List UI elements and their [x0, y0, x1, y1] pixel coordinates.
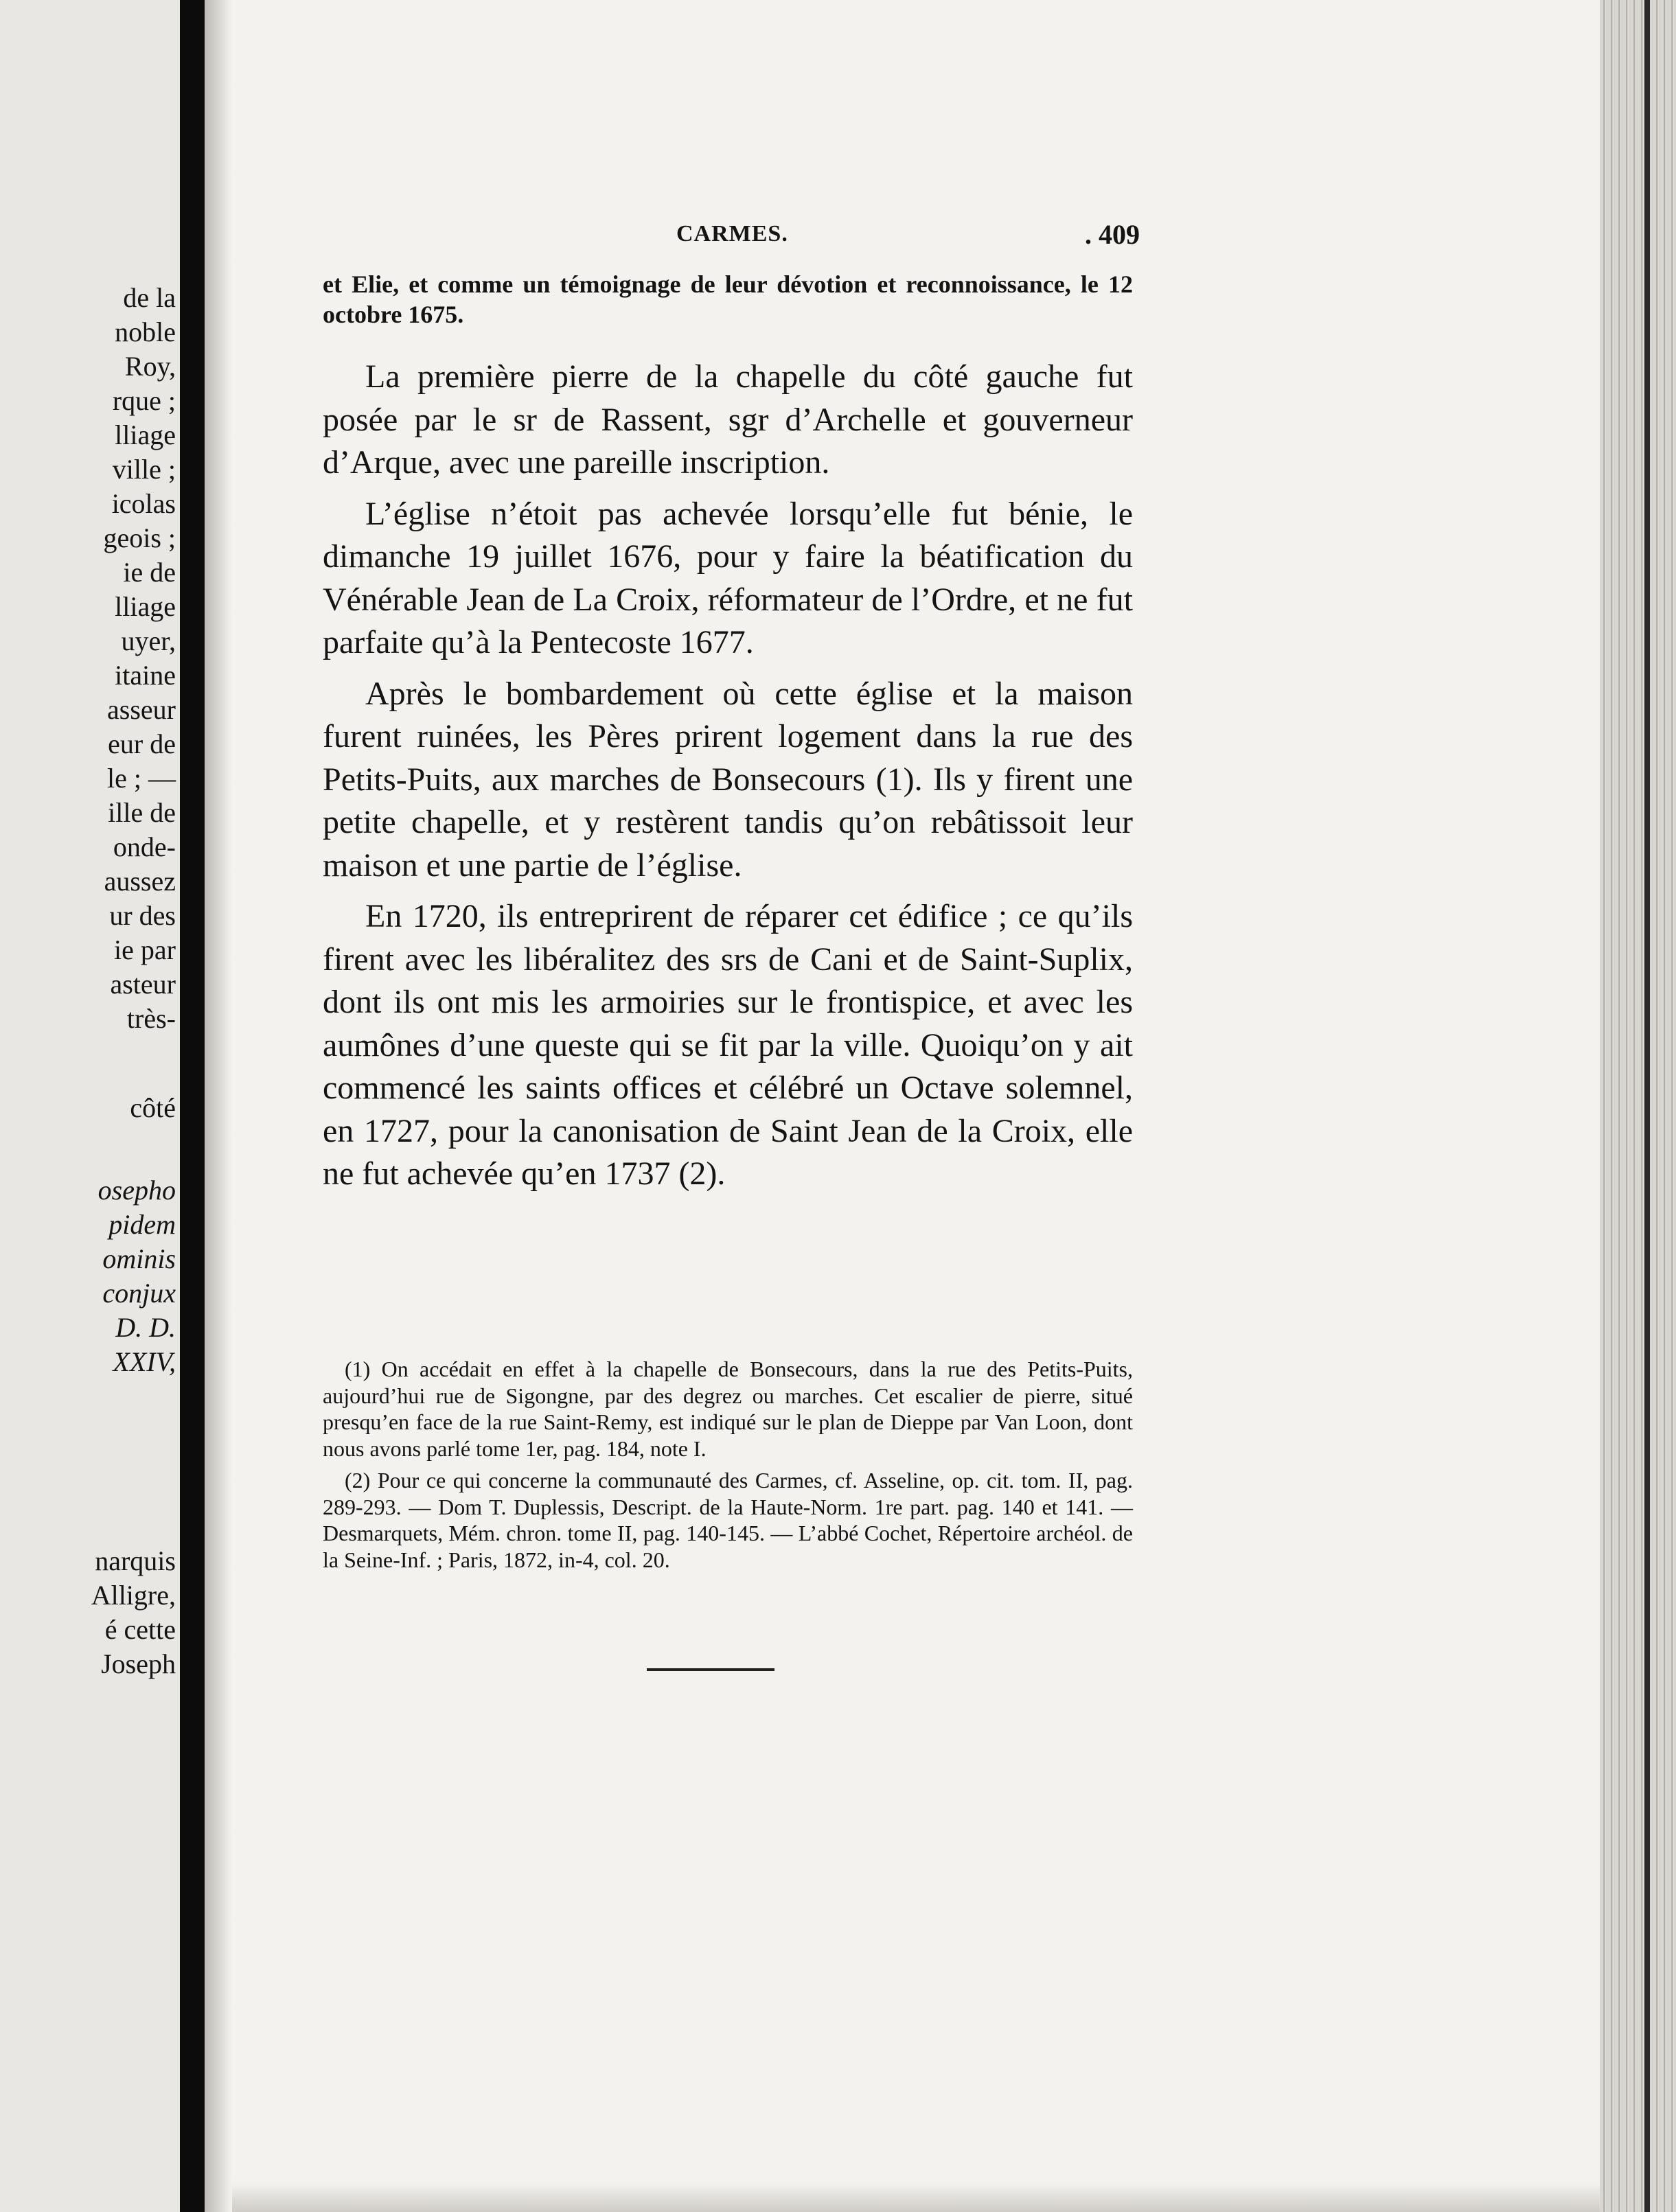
- facing-page-line: D. D.: [115, 1312, 176, 1343]
- facing-page-line: lliage: [115, 419, 176, 450]
- paragraph: En 1720, ils entreprirent de réparer cet édifice ; ce qu’ils firent avec les libéralitez des srs de Cani et de Saint-Suplix, dont ils ont mis les armoiries sur le frontispice, et avec les aumônes d’une queste qui se fit par la ville. Quoiqu’on y ait commencé les saints offices et célébré un Octave solemnel, en 1727, pour la canonisation de Saint Jean de la Croix, elle ne fut achevée qu’en 1737 (2).: [323, 898, 1133, 1192]
- facing-page-line: Roy,: [124, 351, 176, 382]
- facing-page-line: très-: [126, 1003, 176, 1034]
- facing-page-line: ie par: [114, 934, 176, 965]
- bottom-shading: [232, 2183, 1600, 2212]
- end-rule: [647, 1668, 774, 1671]
- facing-page-line: ville ;: [112, 454, 176, 485]
- facing-page-line: onde-: [113, 831, 176, 862]
- paragraph: La première pierre de la chapelle du côté gauche fut posée par le sr de Rassent, sgr d’Archelle et gouverneur d’Arque, avec une pareille inscription.: [323, 358, 1133, 481]
- facing-page-line: le ; —: [107, 763, 176, 794]
- footnote: (1) On accédait en effet à la chapelle de Bonsecours, dans la rue des Petits-Puits, aujourd’hui rue de Sigongne, par des degrez ou marches. Cet escalier de pierre, situé presqu’en face de la rue Saint-Remy, est indiqué sur le plan de Dieppe par Van Loon, dont nous avons parlé tome 1er, pag. 184, note I.: [323, 1357, 1133, 1461]
- running-title: CARMES.: [676, 221, 788, 246]
- facing-page-line: Joseph: [101, 1648, 176, 1679]
- continued-paragraph: et Elie, et comme un témoignage de leur dévotion et reconnoissance, le 12 octobre 1675.: [323, 270, 1133, 328]
- facing-page-line: de la: [123, 282, 176, 313]
- facing-page-line: asteur: [110, 969, 176, 1000]
- facing-page-line: eur de: [108, 728, 176, 759]
- facing-page-fragment: [0, 0, 185, 2212]
- facing-page-line: conjux: [102, 1278, 176, 1309]
- facing-page-line: côté: [130, 1092, 176, 1123]
- facing-page-line: aussez: [104, 866, 176, 897]
- footnote: (2) Pour ce qui concerne la communauté des Carmes, cf. Asseline, op. cit. tom. II, pag. 289-293. — Dom T. Duplessis, Descript. de la Haute-Norm. 1re part. pag. 140 et 141. — Desmarquets, Mém. chron. tome II, pag. 140-145. — L’abbé Cochet, Répertoire archéol. de la Seine-Inf. ; Paris, 1872, in-4, col. 20.: [323, 1468, 1133, 1572]
- facing-page-line: pidem: [108, 1209, 176, 1240]
- facing-page-line: osepho: [97, 1175, 176, 1206]
- gutter-shading: [205, 0, 232, 2212]
- page-edges: [1600, 0, 1676, 2212]
- facing-page-line: ille de: [108, 797, 176, 828]
- footnotes: [323, 1356, 1133, 1578]
- facing-page-line: lliage: [115, 591, 176, 622]
- page-edge-line: [1644, 0, 1650, 2212]
- facing-page-line: é cette: [104, 1614, 176, 1645]
- running-header: [319, 218, 1140, 253]
- facing-page-line: ie de: [123, 557, 176, 588]
- facing-page-line: ominis: [102, 1243, 176, 1274]
- page-number: . 409: [1085, 219, 1140, 250]
- facing-page-line: noble: [115, 316, 176, 347]
- book-spine-shadow: [180, 0, 205, 2212]
- facing-page-line: icolas: [111, 488, 176, 519]
- paragraph: L’église n’étoit pas achevée lorsqu’elle fut bénie, le dimanche 19 juillet 1676, pour y faire la béatification du Vénérable Jean de La Croix, réformateur de l’Ordre, et ne fut parfaite qu’à la Pentecoste 1677.: [323, 495, 1133, 660]
- paragraph: Après le bombardement où cette église et la maison furent ruinées, les Pères prirent logement dans la rue des Petits-Puits, aux marches de Bonsecours (1). Ils y firent une petite chapelle, et y restèrent tandis qu’on rebâtissoit leur maison et une partie de l’église.: [323, 675, 1133, 884]
- facing-page-line: Alligre,: [91, 1580, 176, 1611]
- facing-page-line: narquis: [95, 1545, 176, 1576]
- facing-page-line: XXIV,: [113, 1346, 176, 1377]
- facing-page-line: rque ;: [112, 385, 176, 416]
- main-text: [323, 269, 1133, 1204]
- facing-page-line: itaine: [115, 660, 176, 691]
- facing-page-line: asseur: [107, 694, 176, 725]
- facing-page-line: ur des: [109, 900, 176, 931]
- facing-page-line: geois ;: [103, 522, 176, 553]
- facing-page-line: uyer,: [121, 625, 176, 656]
